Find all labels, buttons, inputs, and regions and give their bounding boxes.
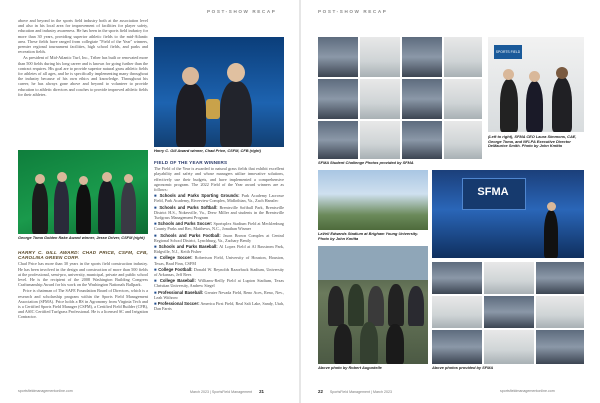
left-footer-issue	[190, 389, 264, 394]
event-photo	[360, 121, 400, 159]
left-col-intro	[18, 18, 148, 98]
foy-winner: ■ Schools and Parks Football: Jason Brown Complex at Central Regional School District, Lynchburg, Va., Zachary Bently	[154, 232, 285, 243]
sfma-banner-text: SFMA	[477, 186, 509, 198]
event-photo	[484, 262, 534, 294]
right-footer-magazine: SportsField Management | March 2023	[329, 390, 392, 394]
foy-winner: ■ Professional Soccer: America First Field, Real Salt Lake, Sandy, Utah, Dan Farris	[154, 301, 284, 312]
foy-winner: ■ College Soccer: Robertson Field, University of Houston, Houston, Texas, Brad Finn, CSFM	[154, 255, 285, 266]
gill-award-caption: Harry C. Gill Award winner, Chad Price, CSFM, CFB (right)	[154, 148, 261, 153]
group-photo	[318, 246, 428, 364]
foy-heading: FIELD OF THE YEAR WINNERS	[154, 160, 228, 165]
event-photo	[444, 37, 482, 77]
event-photo	[360, 79, 400, 119]
intro-paragraph-2: As president of Mid-Atlantic Turf, Inc., Triber has built or renovated more than 500 fields during his long career and is known for going further than the contract requires. His goal are to provide superior natural grass athletic fields for athletes of all ages, and he is specifically implementing many throughout the industry because of his own ethics and knowledge. Throughout his career, he has always gone above and beyond to volunteer to provide education to athletic directors and coaches to provide improved athletic fields for their athletes.	[18, 55, 148, 97]
foy-winner: ■ College Baseball: Williams-Reilly Field at Lupton Stadium, Texas Christian University, Andrew Siegel	[154, 278, 284, 289]
intro-paragraph-1: above and beyond in the sports field industry both at the association level and also in his local area for improvement of facilities for player safety, education and industry awareness. He has been in the sports field industry for more than 30 years, providing superior athletic fields to the mid-Atlantic area. These fields have ranged from collegiate "Field of the Year" winners, premier regional tournament facilities, high school fields, and parks and recreation fields.	[18, 18, 148, 55]
bottom-right-caption: Above photos provided by SFMA	[432, 365, 494, 370]
event-photo	[536, 330, 584, 364]
bottom-left-caption: Above photo by Robert Augustelle	[318, 365, 382, 370]
sfma-stage-photo	[432, 170, 584, 258]
foy-winner: ■ Schools and Parks Sporting Grounds: Park Academy Lacrosse Field, Park Academy, Riverview Complex, Midlothian, Va., Zach Hanzlec	[154, 193, 285, 204]
event-photo	[444, 121, 482, 159]
left-page-number: 21	[259, 389, 264, 394]
foy-winner: ■ Professional Baseball: Greater Nevada Field, Reno Aces, Reno, Nev., Leah Withrow	[154, 289, 285, 300]
event-photo	[318, 79, 358, 119]
event-photo	[318, 121, 358, 159]
leaders-photo	[488, 37, 584, 132]
event-photo	[432, 262, 482, 294]
gill-award-section	[18, 248, 148, 321]
event-photo	[432, 330, 482, 364]
left-footer-url: sportsfieldmanagementonline.com	[18, 389, 73, 393]
right-footer-issue	[318, 389, 392, 394]
left-page-header: POST-SHOW RECAP	[207, 9, 277, 14]
foy-winner: ■ Schools and Parks Softball: Brentsville Softball Park, Brentsville District H.S., Nokesville, Va., Drew Miller and students in the Brentsville Turfgrass Management Program	[154, 204, 285, 221]
event-photo	[402, 121, 442, 159]
right-page-number: 22	[318, 389, 323, 394]
golden-rake-caption: George Toma Golden Rake Award winner, Jesse Driver, CSFM (right)	[18, 235, 145, 240]
event-photo	[360, 37, 400, 77]
foy-intro: The Field of the Year is awarded to natural grass fields that exhibit excellent playability and safety and whose managers utilize innovative solutions, effectively use their budgets, and have implemented a comprehensive agronomic program. The 2022 Field of the Year award winners are as follows:	[154, 166, 284, 193]
golden-rake-award-photo	[18, 150, 148, 234]
event-photo	[536, 262, 584, 294]
leaders-caption: (Left to right), SFMA CEO Laura Simmons, CAE, George Toma, and NFLPA Executive Director DeMaurice Smith. Photo by John Kmitta	[488, 134, 577, 149]
event-photo	[484, 330, 534, 364]
page-gutter	[299, 0, 301, 403]
sports-field-stand: SPORTS FIELD	[494, 45, 522, 59]
student-challenge-caption: SFMA Student Challenge Photos provided by SFMA	[318, 160, 414, 165]
event-photo	[484, 296, 534, 328]
foy-winner-list	[154, 193, 284, 311]
right-page-header: POST-SHOW RECAP	[318, 9, 388, 14]
gill-award-paragraph-2: Price is chairman of The SAFE Foundation Board of Directors, which is a research and scholarship program within the Sports Field Management Association (SFMA). Price holds a BS in Agronomy from Virginia Tech and is a Certified Sports Field Manager (CSFM), a Certified Field Builder (CFB), and ASIC Certified Turfgrass Professional. He is a licensed SC and Irrigation Contractor.	[18, 288, 148, 320]
event-photo	[318, 37, 358, 77]
stadium-photo	[318, 170, 428, 230]
left-footer-magazine: March 2023 | SportsField Management	[190, 390, 253, 394]
foy-winner: ■ College Football: Donald W. Reynolds Razorback Stadium, University of Arkansas, Jeff Rees	[154, 266, 285, 278]
gill-award-heading: HARRY C. GILL AWARD: CHAD PRICE, CSFM, CFB, CAROLINA GREEN CORP.	[18, 250, 148, 261]
event-photo	[444, 79, 482, 119]
gill-award-paragraph-1: Chad Price has more than 30 years in the sports field construction industry. He has been involved in the design and construction of more than 500 fields at the professional, semi-pro, university, municipal, private and public school level. He is the recipient of the 2008 Washington Building Congress Craftsmanship Award for his work on the Washington Nationals Ballpark.	[18, 261, 148, 288]
right-footer-url: sportsfieldmanagementonline.com	[500, 389, 555, 393]
foy-winner: ■ Schools and Parks Baseball: Al Lopez Field at Al Baxstrom Park, Ridgville, N.J., Keith Fisher	[154, 244, 284, 255]
foy-winner: ■ Schools and Parks Soccer: Sportsplex Stadium Field at Mecklenburg County Parks and Rec, Matthews, N.C., Jonathan Wismer	[154, 221, 285, 232]
field-of-year-section	[154, 158, 284, 312]
event-photo	[536, 296, 584, 328]
event-photo	[402, 79, 442, 119]
gill-award-photo	[154, 37, 284, 147]
stadium-caption: LaVell Edwards Stadium at Brigham Young University. Photo by John Kmitta	[318, 231, 419, 241]
event-photo	[402, 37, 442, 77]
event-photo	[432, 296, 482, 328]
